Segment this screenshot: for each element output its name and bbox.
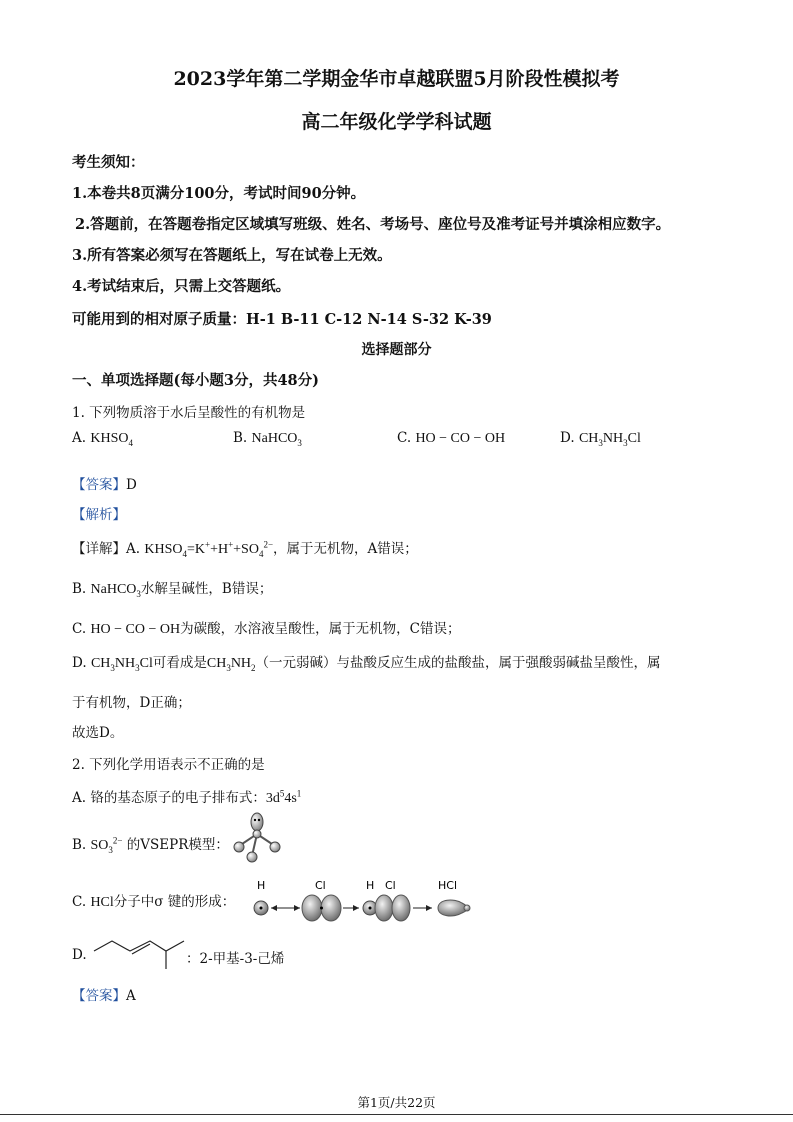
q2-option-a: A. 铬的基态原子的电子排布式：$3d^54s^1$ [72,788,302,806]
footer-rule [0,1114,793,1115]
q2-option-d-name: ：2-甲基-3-己烯 [186,951,285,967]
q1-stem: 1. 下列物质溶于水后呈酸性的有机物是 [72,405,306,421]
q1-option-b: B. NaHCO$_3$ [233,430,302,448]
vsepr-model-diagram [230,812,290,864]
skeletal-structure [92,933,192,973]
q2-answer: 【答案】A [72,988,136,1004]
exam-subtitle: 高二年级化学学科试题 [301,111,492,133]
label-h-2: H [366,879,375,892]
note-item-2: 2.答题前，在答题卷指定区域填写班级、姓名、考场号、座位号及准考证号并填涂相应数字。 [75,216,671,233]
q2-option-d-prefix: D. [72,947,87,963]
q1-option-d: D. $CH_3NH_3Cl$ [560,430,641,448]
q1-detail-d: D. $CH_3NH_3Cl$可看成是$CH_3NH_2$（一元弱碱）与盐酸反应生成的盐酸盐，属于强酸弱碱盐呈酸性，属 [72,655,661,673]
q2-option-b: B. $SO_3^{2-}$ 的VSEPR模型： [72,835,229,855]
q1-answer: 【答案】D [72,477,137,493]
q1-detail-c: C. HO − CO − OH为碳酸，水溶液呈酸性，属于无机物，C错误； [72,621,461,637]
note-item-3: 3.所有答案必须写在答题纸上，写在试卷上无效。 [72,247,392,264]
exam-title: 2023学年第二学期金华市卓越联盟5月阶段性模拟考 [173,68,620,90]
q2-option-c: C. HCl分子中σ 键的形成： [72,894,236,910]
q1-option-c: C. HO − CO − OH [397,430,506,446]
page-footer: 第1页/共22页 [357,1095,436,1110]
sigma-bond-diagram [248,875,478,923]
q2-stem: 2. 下列化学用语表示不正确的是 [72,757,265,773]
note-item-4: 4.考试结束后，只需上交答题纸。 [72,278,291,295]
atomic-mass-line: 可能用到的相对原子质量：H-1 B-11 C-12 N-14 S-32 K-39 [72,311,492,328]
q1-analysis-label: 【解析】 [72,507,126,523]
q1-detail-a: 【详解】A. $KHSO_4=K^++H^++SO_4^{2-}$，属于无机物，A错误； [72,539,418,559]
label-cl-1: Cl [315,879,326,892]
label-h-1: H [257,879,266,892]
part1-heading: 一、单项选择题(每小题3分，共48分) [72,372,319,389]
q1-detail-b: B. NaHCO$_3$水解呈碱性，B错误； [72,581,273,599]
label-hcl: HCl [438,879,458,892]
q1-option-a: A. $KHSO_4$ [72,430,133,448]
note-item-1: 1.本卷共8页满分100分，考试时间90分钟。 [72,185,366,202]
label-cl-2: Cl [385,879,396,892]
q1-detail-d-line2: 于有机物，D正确； [72,695,191,711]
section-title: 选择题部分 [361,342,432,358]
q1-conclusion: 故选D。 [72,725,124,741]
notes-heading: 考生须知： [72,154,145,171]
